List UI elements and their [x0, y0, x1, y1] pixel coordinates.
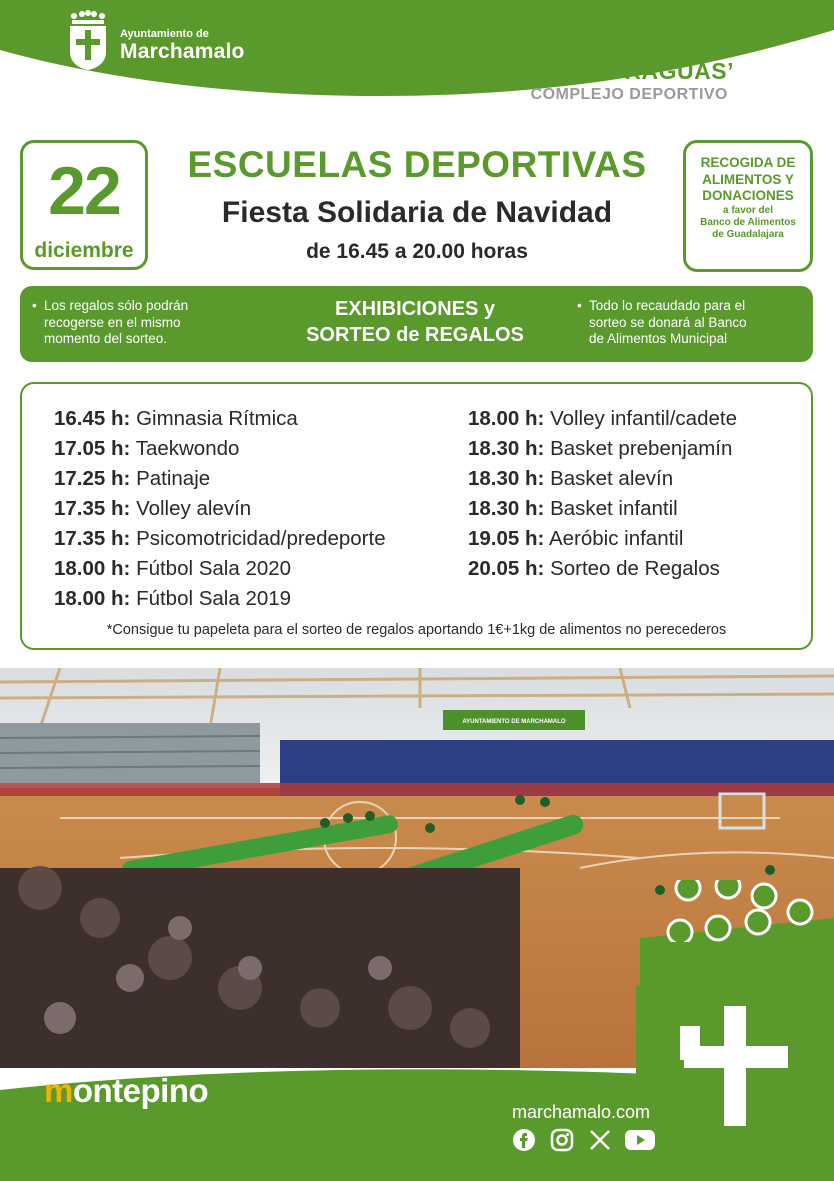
- schedule-left-column: [54, 404, 386, 614]
- schedule-row: 17.35 h: Volley alevín: [54, 497, 252, 520]
- venue-type: COMPLEJO DEPORTIVO: [530, 86, 728, 103]
- schedule-row: 18.30 h: Basket infantil: [468, 497, 678, 520]
- schedule-row: 18.00 h: Fútbol Sala 2019: [54, 587, 292, 610]
- schedule-row: 17.35 h: Psicomotricidad/predeporte: [54, 527, 386, 550]
- exhibitions-heading: [265, 296, 565, 348]
- website-link[interactable]: marchamalo.com: [512, 1102, 651, 1122]
- schedule-row: 18.30 h: Basket alevín: [468, 467, 674, 490]
- proceeds-note-line: Todo lo recaudado para el: [589, 298, 746, 313]
- raffle-line: SORTEO de REGALOS: [306, 324, 524, 346]
- org-prefix: Ayuntamiento de: [120, 28, 209, 40]
- schedule-row: 18.30 h: Basket prebenjamín: [468, 437, 733, 460]
- date-month: diciembre: [34, 239, 134, 262]
- bullet-icon: •: [32, 298, 37, 313]
- gifts-note-line: momento del sorteo.: [44, 331, 168, 346]
- donation-box: [683, 140, 813, 272]
- donation-line: de Guadalajara: [712, 228, 784, 240]
- schedule-row: 17.25 h: Patinaje: [54, 467, 211, 490]
- donation-line: ALIMENTOS Y: [702, 171, 794, 187]
- municipal-logo: [66, 10, 110, 72]
- donation-line: a favor del: [722, 204, 774, 216]
- exhibitions-line: EXHIBICIONES y: [334, 298, 496, 320]
- gifts-note-line: recogerse en el mismo: [44, 314, 181, 330]
- bullet-icon: •: [577, 298, 582, 313]
- schedule-row: 18.00 h: Volley infantil/cadete: [468, 407, 737, 430]
- event-subtitle: Fiesta Solidaria de Navidad: [221, 196, 613, 229]
- schedule-right-column: [468, 404, 737, 584]
- proceeds-note-line: de Alimentos Municipal: [589, 331, 728, 346]
- schedule-row: 20.05 h: Sorteo de Regalos: [468, 557, 720, 580]
- date-box: [20, 140, 148, 270]
- youtube-icon[interactable]: [624, 1128, 656, 1152]
- donation-line: RECOGIDA DE: [700, 155, 796, 170]
- x-icon[interactable]: [588, 1128, 616, 1152]
- venue-name: ‘GARCÍA FRAGUAS’: [503, 58, 734, 84]
- gifts-note: [32, 298, 232, 348]
- proceeds-note-line: sorteo se donará al Banco: [589, 314, 747, 330]
- schedule-row: 16.45 h: Gimnasia Rítmica: [54, 407, 298, 430]
- proceeds-note: [577, 298, 807, 348]
- raffle-note: *Consigue tu papeleta para el sorteo de regalos aportando 1€+1kg de alimentos no perecederos: [106, 622, 727, 638]
- donation-line: Banco de Alimentos: [700, 216, 796, 228]
- schedule-row: 18.00 h: Fútbol Sala 2020: [54, 557, 292, 580]
- schedule-box: [20, 382, 813, 650]
- org-name: Marchamalo: [120, 40, 245, 63]
- instagram-icon[interactable]: [550, 1128, 578, 1152]
- info-bar: [20, 286, 813, 362]
- event-time: de 16.45 a 20.00 horas: [306, 240, 528, 263]
- facebook-icon[interactable]: [512, 1128, 540, 1152]
- schedule-row: 17.05 h: Taekwondo: [54, 437, 240, 460]
- municipal-crest-large: [628, 880, 834, 1181]
- date-day: 22: [48, 153, 120, 229]
- donation-line: DONACIONES: [702, 188, 794, 203]
- sponsor-logo: montepino: [44, 1072, 209, 1109]
- hall-banner-text: AYUNTAMIENTO DE MARCHAMALO: [462, 719, 566, 725]
- event-title: ESCUELAS DEPORTIVAS: [187, 144, 647, 185]
- schedule-row: 19.05 h: Aeróbic infantil: [468, 527, 684, 550]
- gifts-note-line: Los regalos sólo podrán: [44, 298, 189, 313]
